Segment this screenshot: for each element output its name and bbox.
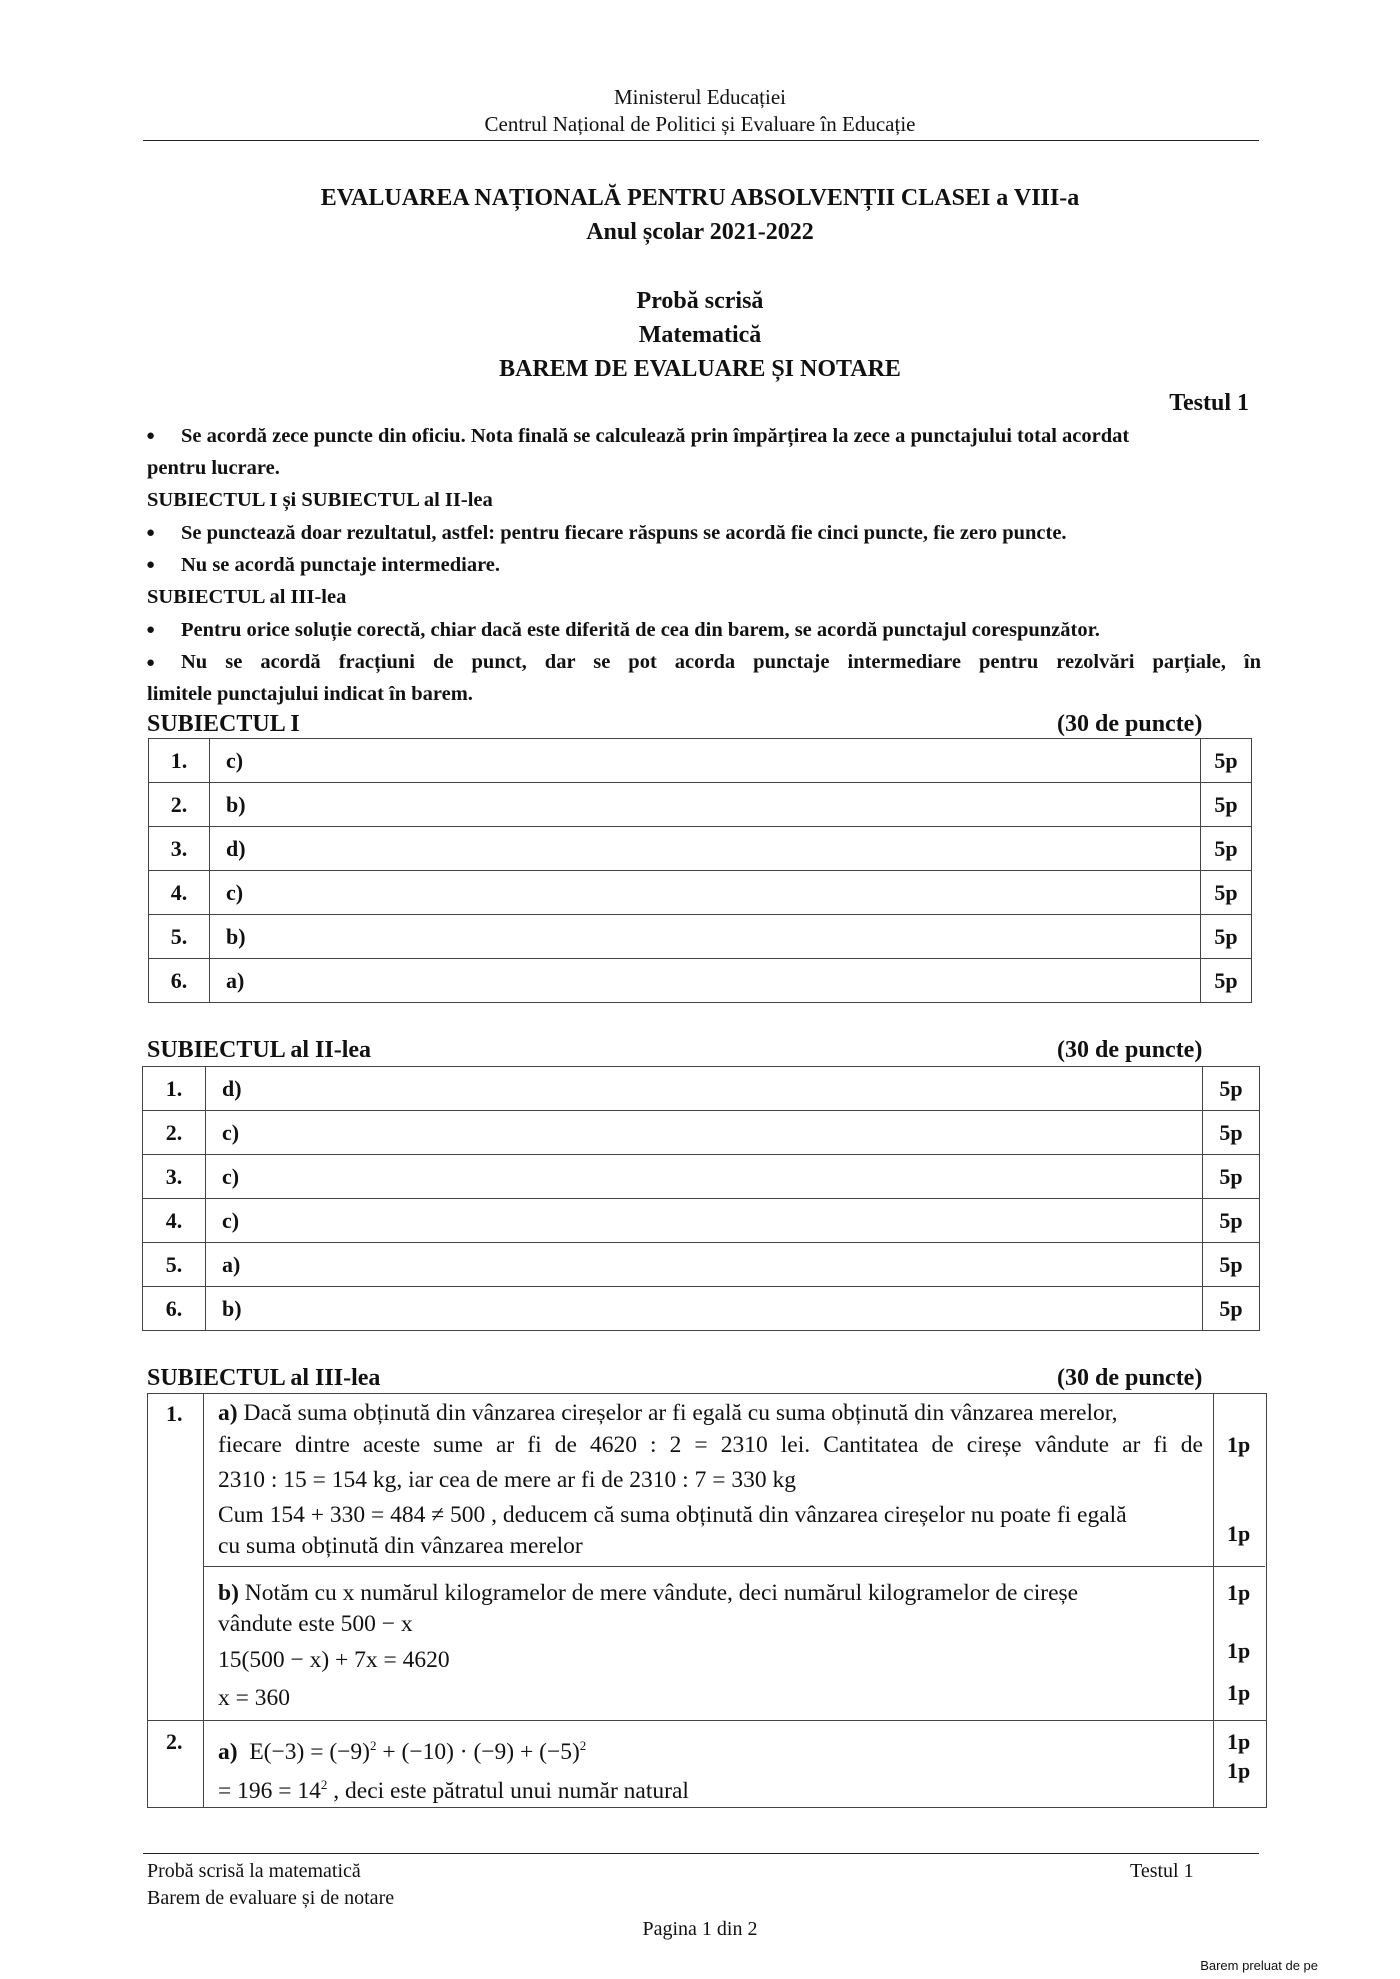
- rule-text-4: Pentru orice soluție corectă, chiar dacă este diferită de cea din barem, se acordă punctajul corespunzător.: [181, 619, 1100, 641]
- item-answer: a): [210, 959, 1201, 1003]
- footer-rule: [143, 1853, 1259, 1854]
- expression-part: = 196 = 14: [218, 1777, 321, 1804]
- subject-name: Matematică: [638, 322, 762, 348]
- item-number: 6.: [149, 959, 210, 1003]
- test-number: Testul 1: [1169, 390, 1249, 416]
- rule-text-1b: pentru lucrare.: [147, 457, 280, 479]
- exponent: 2: [579, 1738, 587, 1753]
- subject2-points: (30 de puncte): [1057, 1037, 1203, 1063]
- table-row: [149, 915, 1252, 959]
- item-points: 5p: [1203, 1287, 1260, 1331]
- bullet-icon: ●: [146, 557, 156, 573]
- header-ministry: Ministerul Educației: [613, 85, 787, 109]
- item-number: 4.: [143, 1199, 206, 1243]
- table-row: [149, 783, 1252, 827]
- table-row: [149, 827, 1252, 871]
- subject1-table: [148, 738, 1252, 1003]
- exponent: 2: [320, 1777, 328, 1792]
- row-divider: [203, 1566, 1265, 1567]
- table-row: [143, 1199, 1260, 1243]
- item-answer: c): [206, 1111, 1203, 1155]
- problem1b-line3: 15(500 − x) + 7x = 4620: [218, 1647, 450, 1673]
- footer-left-1: Probă scrisă la matematică: [147, 1860, 361, 1882]
- rule-text-1a: Se acordă zece puncte din oficiu. Nota finală se calculează prin împărțirea la zece a punctajului total acordat: [181, 425, 1130, 447]
- item-number: 5.: [143, 1243, 206, 1287]
- item-number: 3.: [143, 1155, 206, 1199]
- points-label: 1p: [1227, 1580, 1251, 1605]
- exam-type: Probă scrisă: [636, 288, 764, 314]
- exam-title: EVALUAREA NAȚIONALĂ PENTRU ABSOLVENȚII CLASEI a VIII-a: [320, 185, 1080, 211]
- page-number: Pagina 1 din 2: [642, 1918, 758, 1940]
- table-row: [149, 959, 1252, 1003]
- problem-number: 1.: [166, 1401, 183, 1426]
- item-answer: c): [206, 1199, 1203, 1243]
- header-rule: [143, 140, 1259, 141]
- table-row: [149, 739, 1252, 783]
- subject1-title: SUBIECTUL I: [147, 711, 300, 737]
- item-number: 1.: [143, 1067, 206, 1111]
- points-label: 1p: [1227, 1758, 1251, 1783]
- subject2-table: [142, 1066, 1260, 1331]
- item-points: 5p: [1203, 1199, 1260, 1243]
- bullet-icon: ●: [146, 428, 156, 444]
- table-row: [149, 871, 1252, 915]
- item-points: 5p: [1203, 1067, 1260, 1111]
- table-row: [143, 1287, 1260, 1331]
- subject3-points: (30 de puncte): [1057, 1365, 1203, 1391]
- rule-text-2: Se punctează doar rezultatul, astfel: pentru fiecare răspuns se acordă fie cinci puncte, fie zero puncte.: [181, 522, 1067, 544]
- problem1b-line1: [218, 1578, 1203, 1609]
- rule-text-5b: limitele punctajului indicat în barem.: [147, 683, 473, 705]
- table-row: [143, 1155, 1260, 1199]
- school-year: Anul școlar 2021-2022: [586, 219, 814, 245]
- rule-heading-1: SUBIECTUL I și SUBIECTUL al II-lea: [147, 489, 493, 511]
- item-points: 5p: [1201, 915, 1252, 959]
- footer-test: Testul 1: [1130, 1860, 1194, 1882]
- rule-text-5a: Nu se acordă fracțiuni de punct, dar se pot acorda punctaje intermediare pentru rezolvări parțiale, în: [181, 651, 1261, 673]
- barem-title: BAREM DE EVALUARE ȘI NOTARE: [499, 356, 901, 382]
- item-points: 5p: [1201, 827, 1252, 871]
- part-label: a): [218, 1400, 238, 1426]
- item-number: 2.: [143, 1111, 206, 1155]
- item-answer: d): [206, 1067, 1203, 1111]
- problem1a-line3: 2310 : 15 = 154 kg, iar cea de mere ar fi de 2310 : 7 = 330 kg: [218, 1467, 796, 1493]
- points-label: 1p: [1227, 1729, 1251, 1754]
- item-answer: d): [210, 827, 1201, 871]
- item-answer: b): [210, 783, 1201, 827]
- part-label: a): [218, 1738, 238, 1765]
- item-points: 5p: [1203, 1243, 1260, 1287]
- item-points: 5p: [1203, 1111, 1260, 1155]
- problem2a-line2: [218, 1769, 689, 1807]
- part-label: b): [218, 1580, 239, 1606]
- item-answer: b): [206, 1287, 1203, 1331]
- expression-part: E(−3) = (−9): [249, 1738, 370, 1765]
- table-row: [143, 1243, 1260, 1287]
- item-points: 5p: [1201, 783, 1252, 827]
- footer-left-2: Barem de evaluare și de notare: [147, 1887, 395, 1909]
- problem2a-line1: [218, 1730, 586, 1768]
- points-label: 1p: [1227, 1638, 1251, 1663]
- problem1a-line1: [218, 1398, 1203, 1429]
- problem1a-line5: cu suma obținută din vânzarea merelor: [218, 1533, 583, 1559]
- item-answer: b): [210, 915, 1201, 959]
- problem-number: 2.: [166, 1729, 183, 1754]
- bullet-icon: ●: [146, 655, 156, 671]
- item-number: 5.: [149, 915, 210, 959]
- item-points: 5p: [1203, 1155, 1260, 1199]
- expression-part: , deci este pătratul unui număr natural: [327, 1777, 689, 1804]
- expression-part: + (−10) · (−9) + (−5): [376, 1738, 580, 1765]
- subject1-points: (30 de puncte): [1057, 711, 1203, 737]
- item-number: 1.: [149, 739, 210, 783]
- bullet-icon: ●: [146, 525, 156, 541]
- item-points: 5p: [1201, 739, 1252, 783]
- problem1a-text: Dacă suma obținută din vânzarea cireșelor ar fi egală cu suma obținută din vânzarea merelor,: [237, 1400, 1118, 1426]
- column-divider: [1213, 1393, 1214, 1808]
- column-divider: [203, 1393, 204, 1808]
- source-note: Barem preluat de pe: [1200, 1958, 1318, 1973]
- item-number: 6.: [143, 1287, 206, 1331]
- item-answer: a): [206, 1243, 1203, 1287]
- row-divider: [147, 1720, 1267, 1721]
- subject2-title: SUBIECTUL al II-lea: [147, 1037, 372, 1063]
- table-row: [143, 1067, 1260, 1111]
- bullet-icon: ●: [146, 622, 156, 638]
- points-label: 1p: [1227, 1521, 1251, 1546]
- item-points: 5p: [1201, 959, 1252, 1003]
- rule-heading-2: SUBIECTUL al III-lea: [147, 586, 347, 608]
- item-number: 2.: [149, 783, 210, 827]
- item-answer: c): [206, 1155, 1203, 1199]
- problem1a-line4: Cum 154 + 330 = 484 ≠ 500 , deducem că suma obținută din vânzarea cireșelor nu poate fi egală: [218, 1502, 1127, 1528]
- item-points: 5p: [1201, 871, 1252, 915]
- item-answer: c): [210, 739, 1201, 783]
- problem1a-line2: fiecare dintre aceste sume ar fi de 4620 : 2 = 2310 lei. Cantitatea de cireșe vândute ar fi de: [218, 1432, 1203, 1458]
- subject3-title: SUBIECTUL al III-lea: [147, 1365, 381, 1391]
- item-number: 4.: [149, 871, 210, 915]
- problem1b-line2: vândute este 500 − x: [218, 1611, 413, 1637]
- points-label: 1p: [1227, 1432, 1251, 1457]
- item-number: 3.: [149, 827, 210, 871]
- points-label: 1p: [1227, 1680, 1251, 1705]
- problem1b-text: Notăm cu x numărul kilogramelor de mere vândute, deci numărul kilogramelor de cireșe: [238, 1580, 1079, 1606]
- rule-text-3: Nu se acordă punctaje intermediare.: [181, 554, 501, 576]
- table-row: [143, 1111, 1260, 1155]
- item-answer: c): [210, 871, 1201, 915]
- header-center: Centrul Național de Politici și Evaluare în Educație: [484, 112, 916, 136]
- problem1b-line4: x = 360: [218, 1685, 291, 1711]
- exponent: 2: [370, 1738, 377, 1753]
